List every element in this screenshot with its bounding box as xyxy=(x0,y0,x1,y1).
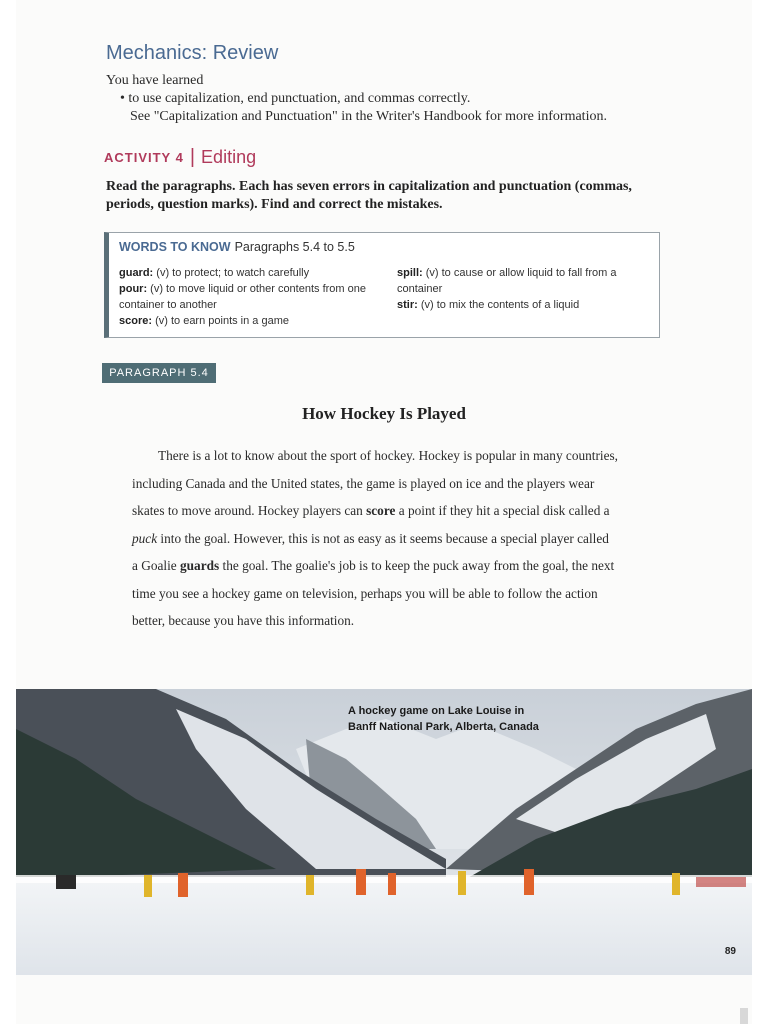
vocab-term-score: score xyxy=(366,503,396,518)
activity-header xyxy=(104,146,256,169)
words-heading-label: WORDS TO KNOW xyxy=(119,240,231,254)
word-entry xyxy=(119,265,374,281)
word-definition: (v) to move liquid or other contents from one container to another xyxy=(119,283,366,311)
word-term: score: xyxy=(119,315,153,327)
paragraph-text: a point if they hit a special disk called a xyxy=(395,503,610,518)
review-bullet: • to use capitalization, end punctuation, and commas correctly. xyxy=(120,91,471,106)
caption-line: Banff National Park, Alberta, Canada xyxy=(348,721,539,733)
snowbank xyxy=(16,875,752,883)
caption-line: A hockey game on Lake Louise in xyxy=(348,705,525,717)
word-term: guard: xyxy=(119,267,154,279)
page-number: 89 xyxy=(724,946,736,957)
textbook-page xyxy=(16,0,752,1024)
word-term: pour: xyxy=(119,283,148,295)
words-column-right xyxy=(397,265,649,313)
activity-title: Editing xyxy=(201,147,257,167)
word-entry xyxy=(119,313,374,329)
frozen-lake xyxy=(16,877,752,975)
activity-label: ACTIVITY 4 xyxy=(104,150,184,165)
word-entry xyxy=(119,281,374,313)
see-also-note: See "Capitalization and Punctuation" in the Writer's Handbook for more information. xyxy=(130,109,607,124)
words-heading xyxy=(119,240,355,254)
word-entry xyxy=(397,265,649,297)
section-title: Mechanics: Review xyxy=(106,42,279,64)
word-term: stir: xyxy=(397,299,418,311)
words-column-left xyxy=(119,265,374,329)
paragraph-text: into the goal. However, this is not as easy as it seems because a special player called a Goalie xyxy=(132,530,609,573)
paragraph-body xyxy=(132,442,618,635)
photo-caption xyxy=(348,703,588,735)
paragraph-title: How Hockey Is Played xyxy=(302,404,466,423)
word-term: spill: xyxy=(397,267,423,279)
paragraph-text: There is a lot to know about the sport of hockey. Hockey is popular in many countries, including Canada and the United states, the game is played on ice and the players wear skates to move around. Hockey players can xyxy=(132,448,618,518)
words-heading-range: Paragraphs 5.4 to 5.5 xyxy=(234,240,355,254)
page-edge-mark xyxy=(740,1008,748,1024)
intro-line: You have learned xyxy=(106,73,204,88)
word-entry xyxy=(397,297,649,313)
paragraph-text: the goal. The goalie's job is to keep the puck away from the goal, the next time you see a hockey game on television, perhaps you will be able to follow the action better, because you have this information. xyxy=(132,558,615,628)
activity-instructions: Read the paragraphs. Each has seven errors in capitalization and punctuation (commas, periods, question marks). Find and correct the mistakes. xyxy=(106,179,632,212)
word-definition: (v) to earn points in a game xyxy=(152,315,289,327)
words-to-know-box xyxy=(104,232,660,338)
term-puck: puck xyxy=(132,530,158,546)
review-intro xyxy=(106,72,607,126)
activity-divider: | xyxy=(189,146,196,168)
word-definition: (v) to cause or allow liquid to fall from a container xyxy=(397,267,617,295)
paragraph-tag: PARAGRAPH 5.4 xyxy=(102,363,216,383)
word-definition: (v) to mix the contents of a liquid xyxy=(417,299,580,311)
word-definition: (v) to protect; to watch carefully xyxy=(153,267,310,279)
vocab-term-guards: guards xyxy=(180,558,220,573)
hockey-lake-photo xyxy=(16,689,752,975)
